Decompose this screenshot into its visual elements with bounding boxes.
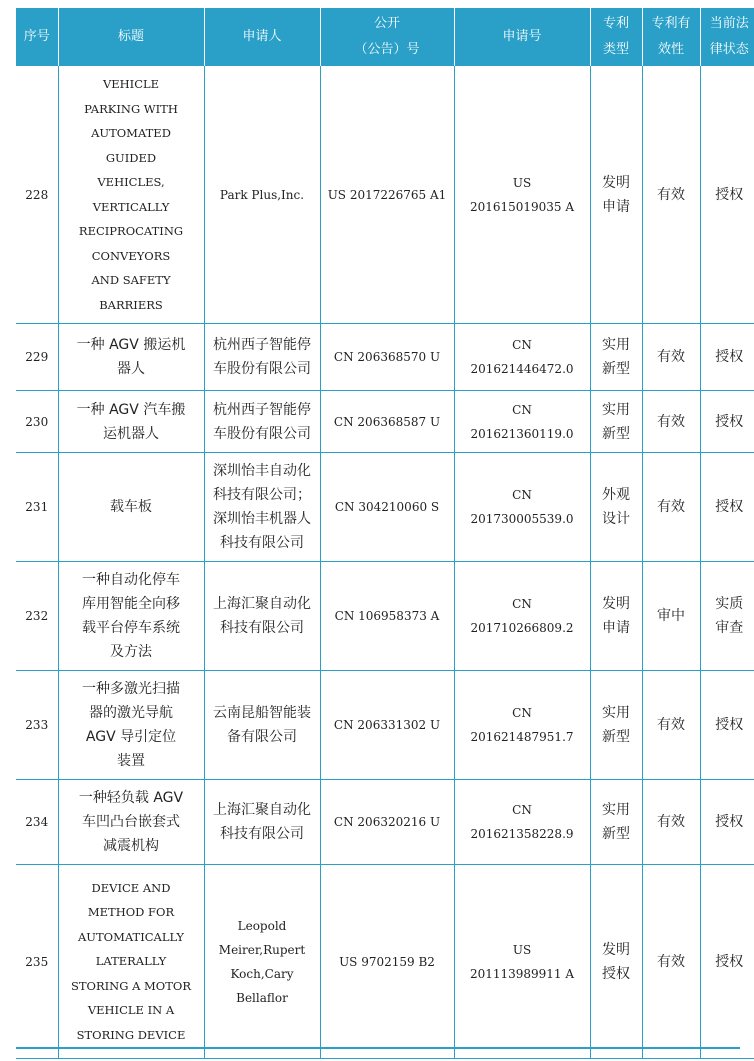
cell-patent-type: 发明 授权 (590, 865, 642, 1059)
cell-patent-type: 发明 申请 (590, 562, 642, 671)
header-validity: 专利有 效性 (642, 8, 700, 66)
cell-validity: 有效 (642, 671, 700, 780)
cell-legal-status: 授权 (700, 391, 754, 453)
table-row (16, 453, 754, 562)
header-app-number: 申请号 (454, 8, 590, 66)
cell-pub-number: CN 106958373 A (320, 562, 454, 671)
cell-app-number: CN 201621446472.0 (454, 324, 590, 391)
cell-legal-status: 授权 (700, 780, 754, 865)
cell-title: DEVICE AND METHOD FOR AUTOMATICALLY LATERALLY STORING A MOTOR VEHICLE IN A STORING DEVICE (58, 865, 204, 1059)
cell-app-number: US 201615019035 A (454, 66, 590, 324)
bottom-divider (16, 1047, 740, 1049)
cell-patent-type: 发明 申请 (590, 66, 642, 324)
cell-validity: 有效 (642, 324, 700, 391)
cell-validity: 有效 (642, 453, 700, 562)
cell-applicant: 杭州西子智能停 车股份有限公司 (204, 391, 320, 453)
cell-legal-status: 授权 (700, 324, 754, 391)
cell-validity: 有效 (642, 780, 700, 865)
cell-title: 一种轻负载 AGV 车凹凸台嵌套式 减震机构 (58, 780, 204, 865)
cell-app-number: CN 201621358228.9 (454, 780, 590, 865)
cell-validity: 有效 (642, 865, 700, 1059)
cell-title: VEHICLE PARKING WITH AUTOMATED GUIDED VEHICLES, VERTICALLY RECIPROCATING CONVEYORS AND SAFETY BARRIERS (58, 66, 204, 324)
cell-applicant: 上海汇聚自动化 科技有限公司 (204, 780, 320, 865)
cell-seq: 233 (16, 671, 58, 780)
header-patent-type: 专利 类型 (590, 8, 642, 66)
cell-applicant: 杭州西子智能停 车股份有限公司 (204, 324, 320, 391)
header-applicant: 申请人 (204, 8, 320, 66)
cell-app-number: CN 201621487951.7 (454, 671, 590, 780)
header-legal-status: 当前法 律状态 (700, 8, 754, 66)
cell-applicant: 上海汇聚自动化 科技有限公司 (204, 562, 320, 671)
cell-seq: 228 (16, 66, 58, 324)
cell-legal-status: 授权 (700, 66, 754, 324)
header-seq: 序号 (16, 8, 58, 66)
cell-seq: 232 (16, 562, 58, 671)
cell-app-number: US 201113989911 A (454, 865, 590, 1059)
cell-seq: 229 (16, 324, 58, 391)
cell-validity: 审中 (642, 562, 700, 671)
cell-patent-type: 外观 设计 (590, 453, 642, 562)
cell-app-number: CN 201730005539.0 (454, 453, 590, 562)
header-title: 标题 (58, 8, 204, 66)
cell-pub-number: US 2017226765 A1 (320, 66, 454, 324)
cell-pub-number: CN 206368570 U (320, 324, 454, 391)
cell-title: 载车板 (58, 453, 204, 562)
cell-validity: 有效 (642, 66, 700, 324)
cell-pub-number: US 9702159 B2 (320, 865, 454, 1059)
cell-legal-status: 授权 (700, 453, 754, 562)
table-row (16, 865, 754, 1059)
patent-table (16, 8, 754, 1059)
cell-pub-number: CN 304210060 S (320, 453, 454, 562)
cell-patent-type: 实用 新型 (590, 391, 642, 453)
table-row (16, 66, 754, 324)
cell-applicant: Park Plus,Inc. (204, 66, 320, 324)
cell-patent-type: 实用 新型 (590, 780, 642, 865)
cell-pub-number: CN 206368587 U (320, 391, 454, 453)
cell-applicant: 深圳怡丰自动化 科技有限公司； 深圳怡丰机器人 科技有限公司 (204, 453, 320, 562)
cell-title: 一种多激光扫描 器的激光导航 AGV 导引定位 装置 (58, 671, 204, 780)
cell-seq: 234 (16, 780, 58, 865)
table-row (16, 391, 754, 453)
cell-legal-status: 授权 (700, 865, 754, 1059)
table-header-row (16, 8, 754, 66)
cell-app-number: CN 201710266809.2 (454, 562, 590, 671)
table-row (16, 562, 754, 671)
cell-seq: 235 (16, 865, 58, 1059)
cell-app-number: CN 201621360119.0 (454, 391, 590, 453)
cell-title: 一种 AGV 搬运机 器人 (58, 324, 204, 391)
cell-title: 一种自动化停车 库用智能全向移 载平台停车系统 及方法 (58, 562, 204, 671)
cell-seq: 230 (16, 391, 58, 453)
table-row (16, 780, 754, 865)
table-row (16, 671, 754, 780)
header-pub-number: 公开 （公告）号 (320, 8, 454, 66)
cell-title: 一种 AGV 汽车搬 运机器人 (58, 391, 204, 453)
cell-patent-type: 实用 新型 (590, 671, 642, 780)
cell-legal-status: 授权 (700, 671, 754, 780)
cell-validity: 有效 (642, 391, 700, 453)
cell-applicant: Leopold Meirer,Rupert Koch,Cary Bellaflor (204, 865, 320, 1059)
cell-pub-number: CN 206320216 U (320, 780, 454, 865)
cell-pub-number: CN 206331302 U (320, 671, 454, 780)
cell-patent-type: 实用 新型 (590, 324, 642, 391)
table-row (16, 324, 754, 391)
cell-legal-status: 实质 审查 (700, 562, 754, 671)
cell-applicant: 云南昆船智能装 备有限公司 (204, 671, 320, 780)
cell-seq: 231 (16, 453, 58, 562)
